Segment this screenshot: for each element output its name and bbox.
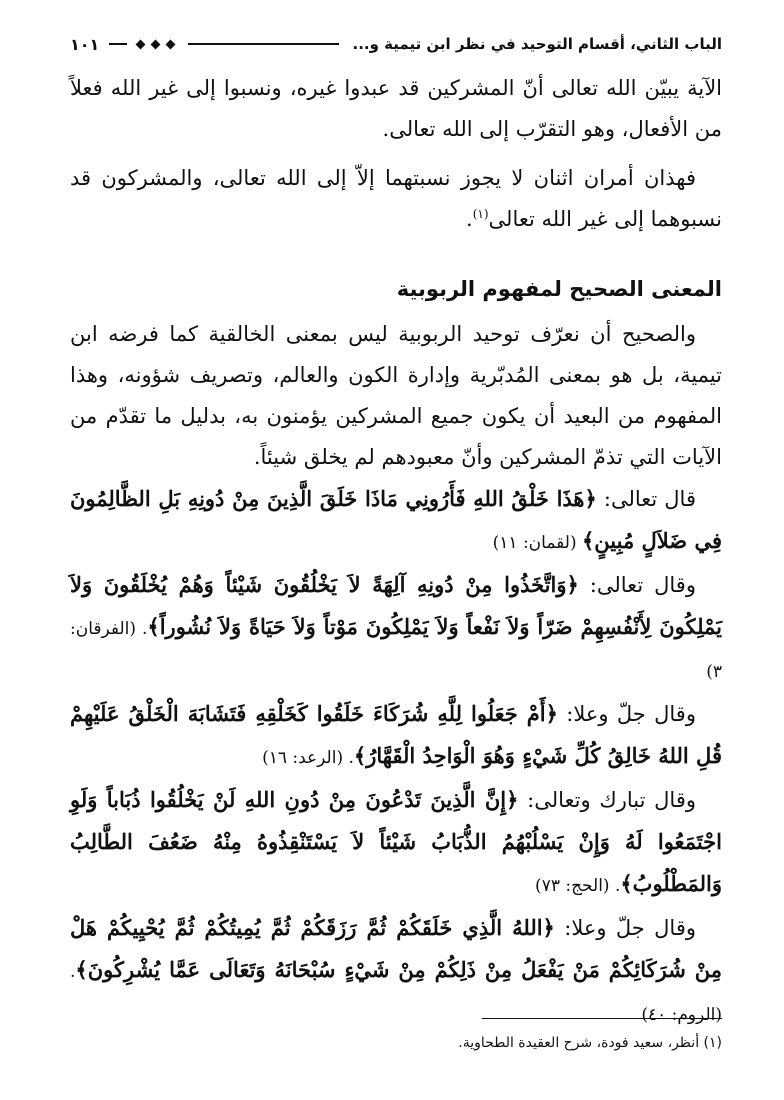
paragraph-2-text: فهذان أمران اثنان لا يجوز نسبتهما إلاّ إلى الله تعالى، والمشركون قد نسبوهما إلى غير الله تعالى xyxy=(70,166,722,231)
header-rule-short xyxy=(109,43,127,45)
diamond-icon xyxy=(151,39,161,49)
verse-reference: . (الحج: ٧٣) xyxy=(535,876,621,896)
diamond-icon xyxy=(166,39,176,49)
paragraph-2 xyxy=(70,158,722,240)
verse-reference: . (الرعد: ١٦) xyxy=(262,748,354,768)
verse-reference: . (الروم: ٤٠) xyxy=(70,962,722,1025)
verse-quote xyxy=(70,564,722,693)
verse-quote xyxy=(70,907,722,1036)
header-ornament xyxy=(137,41,174,48)
verse-intro: وقال تعالى: xyxy=(578,573,696,597)
verse-intro: وقال تبارك وتعالى: xyxy=(518,788,696,812)
verse-intro: قال تعالى: xyxy=(596,487,696,511)
verse-reference: (لقمان: ١١) xyxy=(492,533,582,553)
running-header xyxy=(70,30,722,58)
footnote-reference: (١) xyxy=(472,207,489,221)
verse-text: ﴿وَاتَّخَذُوا مِنْ دُونِهِ آلِهَةً لاَ يَخْلُقُونَ شَيْئاً وَهُمْ يُخْلَقُونَ وَلاَ يَمْلِكُونَ لِأَنْفُسِهِمْ ضَرّاً وَلاَ نَفْعاً وَلاَ يَمْلِكُونَ مَوْتاً وَلاَ حَيَاةً وَلاَ نُشُوراً﴾ xyxy=(70,572,723,639)
paragraph-3: والصحيح أن نعرّف توحيد الربوبية ليس بمعنى الخالقية كما فرضه ابن تيمية، بل هو بمعنى المُدبّرية وإدارة الكون والعالم، وتصريف شؤونه، وهذا المفهوم من البعيد أن يكون جميع المشركين يؤمنون به، بدليل ما تقدّم من الآيات التي تذمّ المشركين وأنّ معبودهم لم يخلق شيئاً. xyxy=(70,322,722,469)
verse-quote xyxy=(70,478,722,564)
verse-text: ﴿هَذَا خَلْقُ اللهِ فَأَرُونِي مَاذَا خَلَقَ الَّذِينَ مِنْ دُونِهِ بَلِ الظَّالِمُونَ فِي ضَلاَلٍ مُبِينٍ﴾ xyxy=(70,486,722,553)
verse-quote xyxy=(70,779,722,907)
paragraph-1: الآية يبيّن الله تعالى أنّ المشركين قد عبدوا غيره، ونسبوا إلى غير الله فعلاً من الأفعال، وهو التقرّب إلى الله تعالى. xyxy=(70,76,722,141)
verse-text: ﴿أَمْ جَعَلُوا لِلَّهِ شُرَكَاءَ خَلَقُوا كَخَلْقِهِ فَتَشَابَهَ الْخَلْقُ عَلَيْهِمْ قُلِ اللهُ خَالِقُ كُلِّ شَيْءٍ وَهُوَ الْوَاحِدُ الْقَهَّارُ﴾ xyxy=(70,701,722,768)
verse-reference: . (الفرقان: ٣) xyxy=(70,619,722,682)
page-body xyxy=(70,68,722,1036)
footnote-divider xyxy=(482,1018,722,1019)
verse-intro: وقال جلّ وعلا: xyxy=(554,916,696,940)
header-title: الباب الثاني، أقسام التوحيد في نظر ابن تيمية و... xyxy=(352,35,722,53)
verse-text: ﴿إِنَّ الَّذِينَ تَدْعُونَ مِنْ دُونِ اللهِ لَنْ يَخْلُقُوا ذُبَاباً وَلَوِ اجْتَمَعُوا لَهُ وَإِنْ يَسْلُبْهُمُ الذُّبَابُ شَيْئاً لاَ يَسْتَنْقِذُوهُ مِنْهُ ضَعُفَ الطَّالِبُ وَالمَطْلُوبُ﴾ xyxy=(70,787,722,896)
footnote: (١) أنظر، سعيد فودة، شرح العقيدة الطحاوية. xyxy=(458,1035,722,1051)
header-rule xyxy=(188,43,338,45)
verse-quote xyxy=(70,693,722,779)
diamond-icon xyxy=(136,39,146,49)
paragraph-2-end: . xyxy=(466,207,473,231)
verse-intro: وقال جلّ وعلا: xyxy=(557,702,696,726)
verse-text: ﴿اللهُ الَّذِي خَلَقَكُمْ ثُمَّ رَزَقَكُمْ ثُمَّ يُمِيتُكُمْ ثُمَّ يُحْيِيكُمْ هَلْ مِنْ شُرَكَائِكُمْ مَنْ يَفْعَلُ مِنْ ذَلِكُمْ مِنْ شَيْءٍ سُبْحَانَهُ وَتَعَالَى عَمَّا يُشْرِكُونَ﴾ xyxy=(70,915,722,982)
section-heading: المعنى الصحيح لمفهوم الربوبية xyxy=(396,277,722,301)
page-number: ١٠١ xyxy=(70,34,100,54)
